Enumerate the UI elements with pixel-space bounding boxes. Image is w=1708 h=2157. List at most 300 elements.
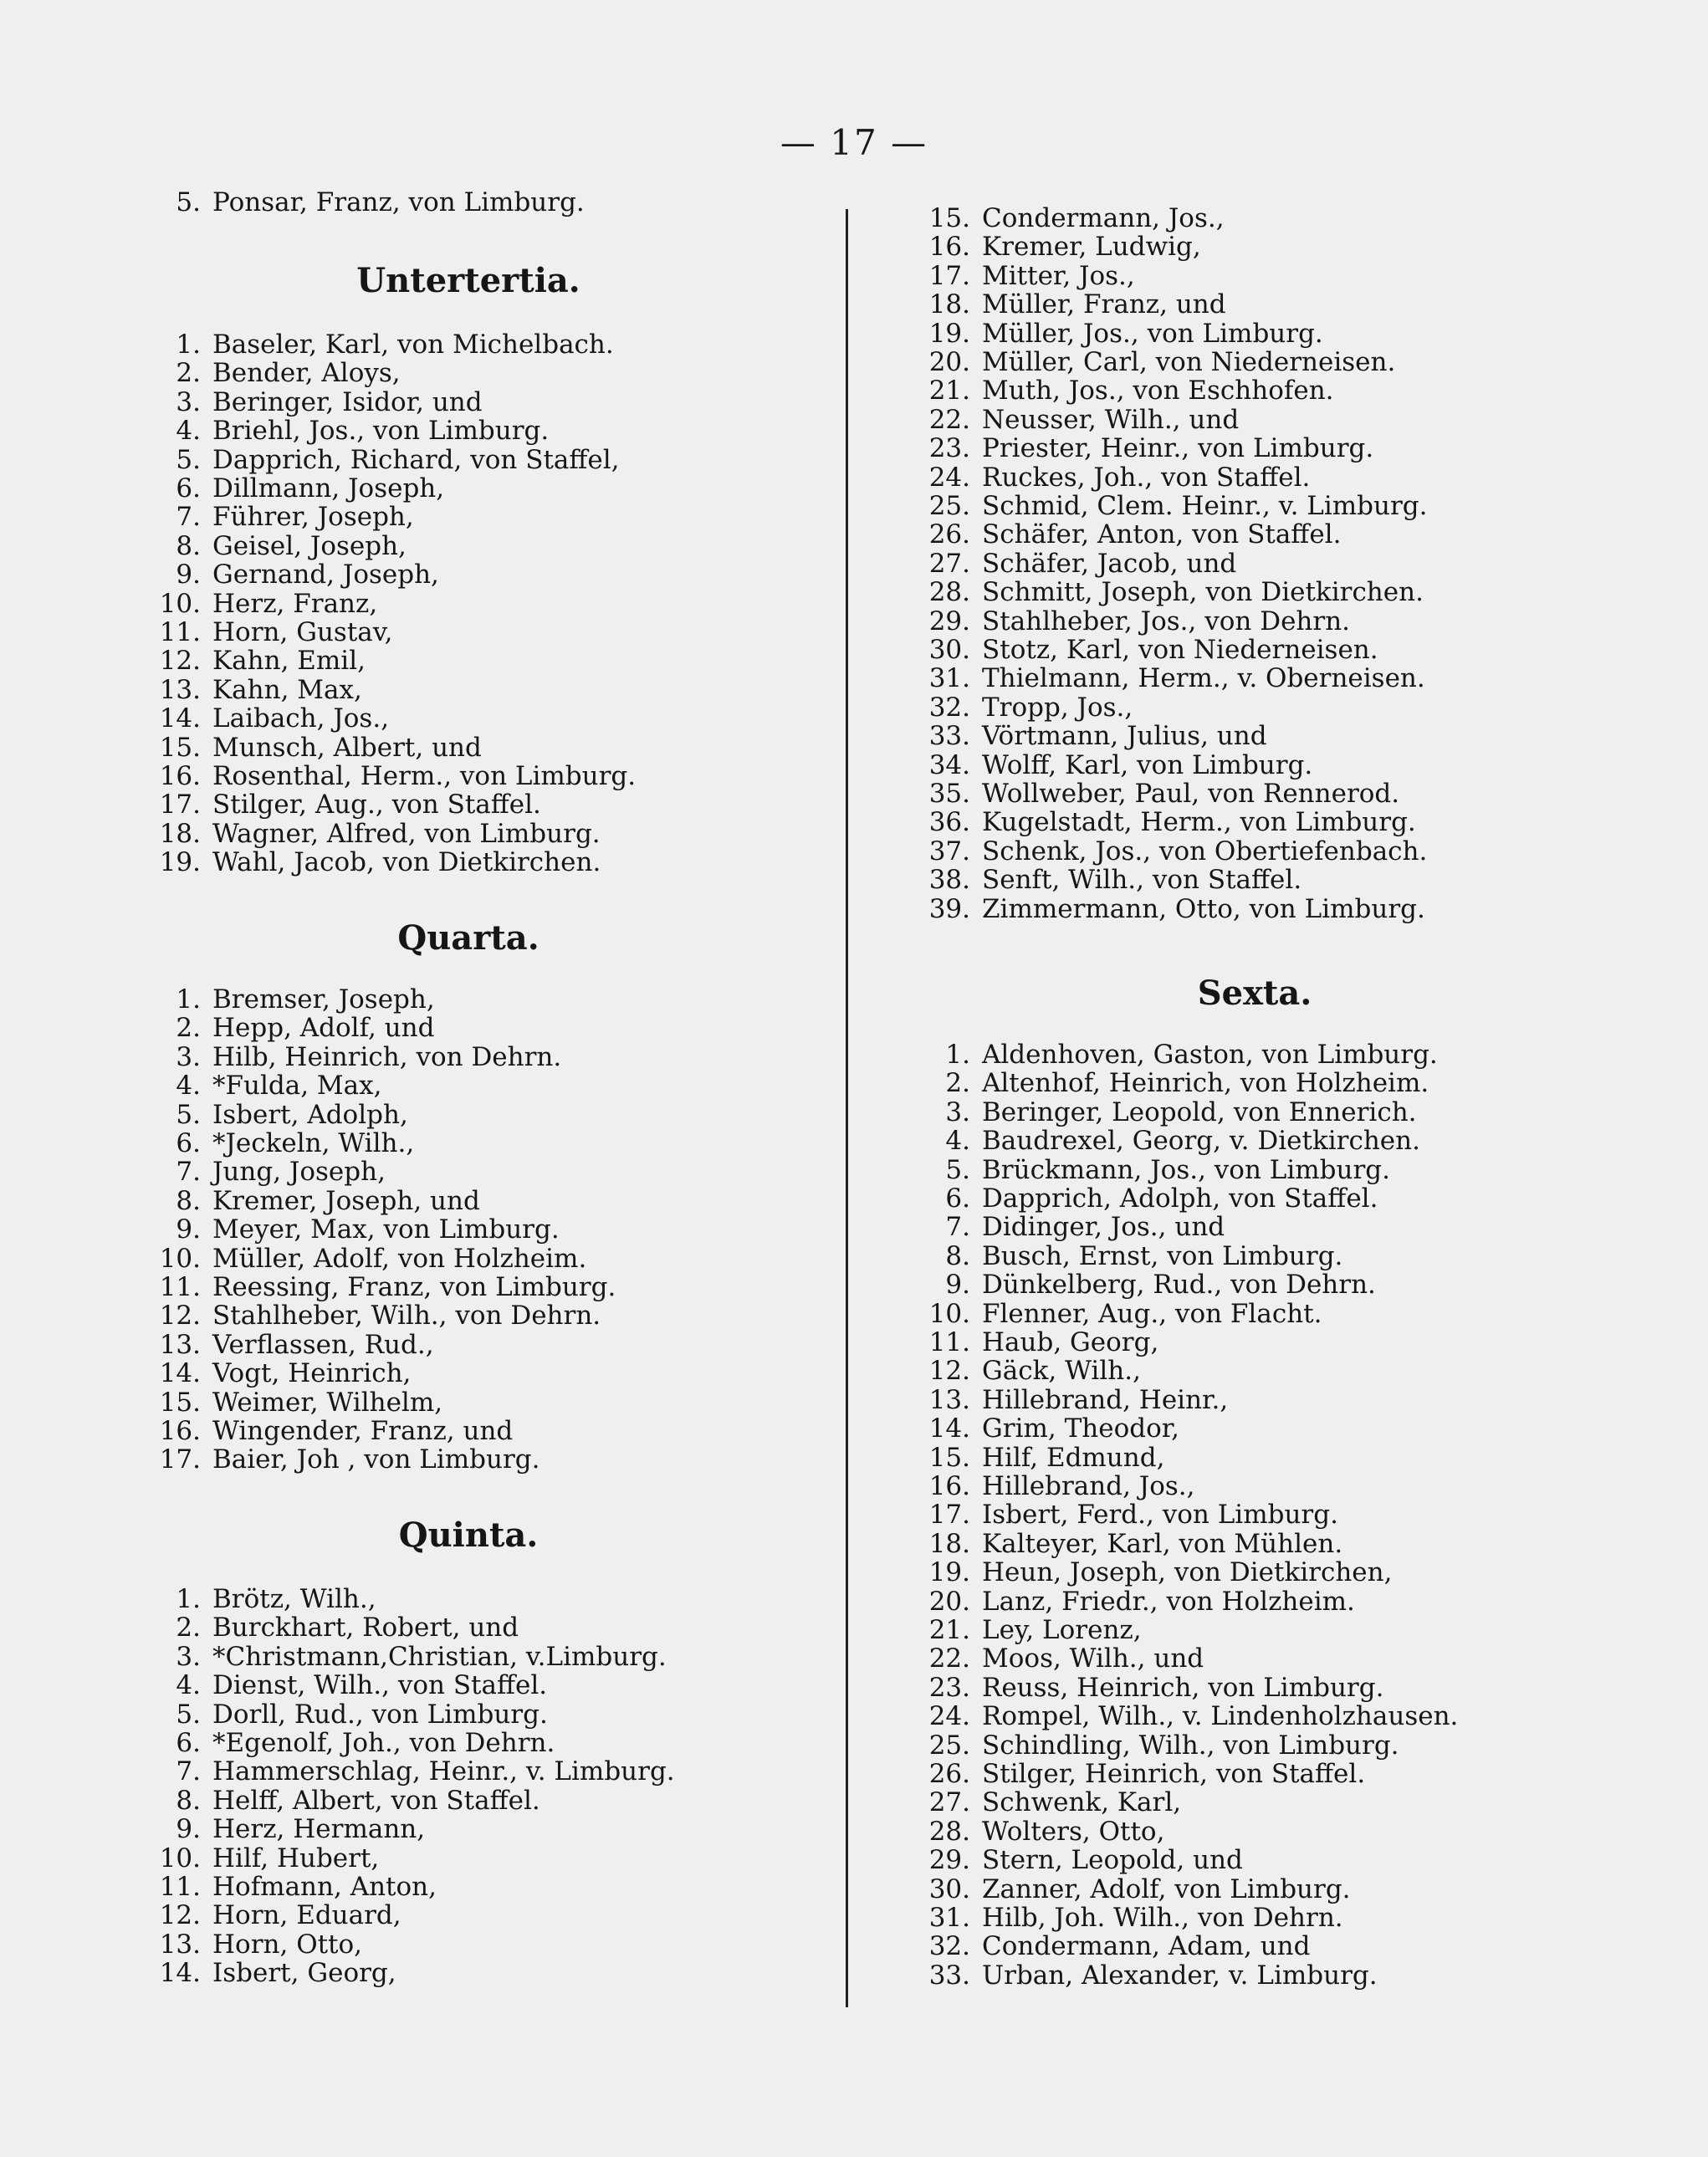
item-number: 13. <box>159 1329 201 1360</box>
item-number: 14. <box>928 1413 970 1444</box>
item-number: 31. <box>928 1903 970 1933</box>
item-text: Kalteyer, Karl, von Mühlen. <box>982 1528 1343 1559</box>
list-item <box>142 1757 675 1786</box>
item-text: Neusser, Wilh., und <box>982 404 1240 435</box>
list-item <box>142 446 620 474</box>
item-number: 10. <box>159 1243 201 1274</box>
item-text: Reuss, Heinrich, von Limburg. <box>982 1672 1384 1703</box>
item-text: Schwenk, Karl, <box>982 1787 1182 1818</box>
item-number: 14. <box>159 1358 201 1389</box>
list-item <box>142 1700 548 1729</box>
item-number: 11. <box>159 1272 201 1302</box>
item-text: Helff, Albert, von Staffel. <box>212 1785 540 1816</box>
list-item <box>912 1270 1376 1299</box>
list-item <box>912 1414 1179 1443</box>
item-text: Rosenthal, Herm., von Limburg. <box>212 761 637 791</box>
item-number: 8. <box>945 1240 970 1271</box>
heading-sexta: Sexta. <box>1197 974 1312 1013</box>
item-text: Dorll, Rud., von Limburg. <box>212 1699 548 1730</box>
list-item <box>142 1844 379 1873</box>
item-number: 7. <box>945 1212 970 1243</box>
list-item <box>142 647 366 675</box>
list-item <box>912 578 1424 606</box>
item-text: Ruckes, Joh., von Staffel. <box>982 462 1311 493</box>
item-text: Kremer, Ludwig, <box>982 232 1201 263</box>
item-text: Hillebrand, Jos., <box>982 1471 1195 1501</box>
list-item <box>912 664 1425 693</box>
list-item <box>142 1071 381 1100</box>
list-item <box>912 751 1312 779</box>
item-number: 28. <box>928 1816 970 1847</box>
list-item <box>142 388 483 417</box>
list-item <box>142 1613 519 1642</box>
item-text: Baudrexel, Georg, v. Dietkirchen. <box>982 1126 1420 1157</box>
item-text: Müller, Carl, von Niederneisen. <box>982 347 1396 377</box>
item-text: Kahn, Emil, <box>212 646 366 677</box>
list-item <box>912 1760 1365 1788</box>
item-number: 6. <box>176 473 201 503</box>
list-item <box>912 1127 1420 1155</box>
list-item <box>912 1472 1195 1500</box>
heading-untertertia: Untertertia. <box>356 261 580 300</box>
list-item <box>142 1301 601 1330</box>
item-number: 2. <box>176 358 201 389</box>
item-text: Isbert, Georg, <box>212 1958 396 1989</box>
item-number: 7. <box>176 1157 201 1188</box>
list-item <box>142 330 614 359</box>
list-item <box>142 1359 411 1388</box>
item-text: Horn, Otto, <box>212 1929 363 1960</box>
item-text: Beringer, Isidor, und <box>212 386 483 417</box>
item-number: 27. <box>928 1787 970 1818</box>
list-item <box>912 722 1267 750</box>
item-text: Altenhof, Heinrich, von Holzheim. <box>982 1068 1429 1099</box>
item-number: 35. <box>928 779 970 809</box>
item-number: 12. <box>159 1900 201 1931</box>
item-text: Meyer, Max, von Limburg. <box>212 1214 560 1245</box>
item-number: 9. <box>945 1270 970 1301</box>
item-text: Dapprich, Adolph, von Staffel. <box>982 1183 1378 1214</box>
item-number: 13. <box>159 674 201 705</box>
list-item <box>912 1530 1342 1558</box>
item-text: Kahn, Max, <box>212 674 362 705</box>
list-item <box>142 676 362 704</box>
list-item <box>912 492 1428 520</box>
list-item <box>142 560 439 589</box>
item-number: 23. <box>928 1672 970 1703</box>
list-item <box>912 1069 1429 1097</box>
item-text: Schindling, Wilh., von Limburg. <box>982 1730 1399 1761</box>
item-text: Moos, Wilh., und <box>982 1643 1204 1674</box>
list-item <box>912 1558 1392 1587</box>
item-text: Burckhart, Robert, und <box>212 1613 519 1643</box>
item-number: 8. <box>176 1785 201 1816</box>
list-item <box>142 1901 401 1930</box>
item-number: 4. <box>176 1071 201 1102</box>
item-number: 21. <box>928 1615 970 1645</box>
item-number: 5. <box>176 1699 201 1730</box>
list-item <box>912 319 1323 348</box>
item-number: 2. <box>945 1068 970 1099</box>
list-item <box>912 1444 1164 1472</box>
list-item <box>142 1388 442 1417</box>
list-item <box>142 762 636 790</box>
item-text: Brötz, Wilh., <box>212 1584 376 1614</box>
item-text: Müller, Franz, und <box>982 289 1226 320</box>
item-number: 16. <box>159 1416 201 1446</box>
item-text: *Fulda, Max, <box>212 1071 382 1102</box>
list-item <box>912 1875 1351 1904</box>
item-number: 22. <box>928 1643 970 1674</box>
item-text: Gernand, Joseph, <box>212 560 439 590</box>
item-text: Schmitt, Joseph, von Dietkirchen. <box>982 577 1424 608</box>
item-number: 3. <box>176 1641 201 1672</box>
item-text: Horn, Gustav, <box>212 617 393 647</box>
item-number: 17. <box>928 1500 970 1531</box>
list-item <box>142 1273 616 1301</box>
list-item <box>912 1328 1158 1357</box>
list-item <box>142 1215 560 1244</box>
list-item <box>142 1930 362 1959</box>
item-text: Horn, Eduard, <box>212 1900 401 1931</box>
item-text: Verflassen, Rud., <box>212 1329 434 1360</box>
item-text: Kremer, Joseph, und <box>212 1185 480 1216</box>
item-number: 17. <box>159 1444 201 1475</box>
item-text: Stahlheber, Wilh., von Dehrn. <box>212 1301 601 1332</box>
list-item <box>142 1014 434 1042</box>
column-divider <box>846 209 848 2007</box>
item-text: Weimer, Wilhelm, <box>212 1387 443 1418</box>
item-number: 3. <box>176 386 201 417</box>
list-item <box>912 549 1236 578</box>
item-number: 15. <box>159 1387 201 1418</box>
list-item <box>142 1331 434 1359</box>
item-text: Thielmann, Herm., v. Oberneisen. <box>982 663 1425 694</box>
item-text: Schmid, Clem. Heinr., v. Limburg. <box>982 491 1428 521</box>
item-text: Wolters, Otto, <box>982 1816 1165 1847</box>
item-text: Ponsar, Franz, von Limburg. <box>212 187 585 217</box>
item-number: 25. <box>928 1730 970 1761</box>
item-text: *Egenolf, Joh., von Dehrn. <box>212 1728 555 1758</box>
item-text: Jung, Joseph, <box>212 1157 386 1188</box>
item-text: Aldenhoven, Gaston, von Limburg. <box>982 1040 1438 1070</box>
item-number: 29. <box>928 606 970 636</box>
item-number: 36. <box>928 807 970 838</box>
list-item <box>912 520 1341 549</box>
item-text: Hilf, Hubert, <box>212 1843 380 1873</box>
item-number: 7. <box>176 1756 201 1787</box>
list-item <box>912 837 1427 866</box>
list-item <box>142 790 541 819</box>
list-item <box>142 1129 414 1158</box>
item-text: Urban, Alexander, v. Limburg. <box>982 1960 1378 1991</box>
item-text: Stotz, Karl, von Niederneisen. <box>982 635 1378 665</box>
list-item <box>142 590 377 618</box>
item-text: Senft, Wilh., von Staffel. <box>982 865 1302 896</box>
list-item <box>912 1846 1243 1874</box>
list-item <box>142 359 401 387</box>
list-item <box>912 1040 1438 1069</box>
item-text: Schenk, Jos., von Obertiefenbach. <box>982 836 1428 866</box>
item-number: 23. <box>928 433 970 464</box>
item-number: 22. <box>928 404 970 435</box>
item-number: 3. <box>945 1096 970 1127</box>
item-text: Hillebrand, Heinr., <box>982 1384 1229 1415</box>
item-number: 6. <box>176 1728 201 1758</box>
item-text: Priester, Heinr., von Limburg. <box>982 433 1374 464</box>
item-number: 9. <box>176 1814 201 1845</box>
item-number: 18. <box>928 289 970 320</box>
item-number: 14. <box>159 1958 201 1989</box>
list-item <box>912 1156 1390 1184</box>
item-text: Muth, Jos., von Eschhofen. <box>982 376 1334 406</box>
list-item <box>912 348 1395 376</box>
item-number: 10. <box>159 588 201 619</box>
item-number: 21. <box>928 376 970 406</box>
item-number: 24. <box>928 1701 970 1732</box>
item-number: 39. <box>928 893 970 924</box>
item-number: 12. <box>159 1301 201 1332</box>
item-number: 6. <box>176 1128 201 1158</box>
item-text: Reessing, Franz, von Limburg. <box>212 1272 616 1302</box>
list-item <box>912 1788 1181 1817</box>
item-text: *Christmann,Christian, v.Limburg. <box>212 1641 667 1672</box>
item-number: 33. <box>928 1960 970 1991</box>
item-text: Baseler, Karl, von Michelbach. <box>212 330 614 360</box>
list-item <box>142 1245 586 1273</box>
item-number: 26. <box>928 1759 970 1789</box>
item-text: Herz, Hermann, <box>212 1814 426 1845</box>
item-number: 38. <box>928 865 970 896</box>
item-number: 5. <box>176 444 201 475</box>
item-number: 26. <box>928 519 970 550</box>
item-number: 4. <box>945 1126 970 1157</box>
item-text: Munsch, Albert, und <box>212 732 482 763</box>
list-item <box>912 1357 1141 1385</box>
item-number: 11. <box>928 1327 970 1357</box>
item-number: 10. <box>159 1843 201 1873</box>
item-number: 30. <box>928 635 970 665</box>
item-text: Dillmann, Joseph, <box>212 473 445 503</box>
item-number: 37. <box>928 836 970 866</box>
list-item <box>912 895 1425 923</box>
list-item <box>912 434 1373 463</box>
item-number: 31. <box>928 663 970 694</box>
list-item <box>912 779 1399 808</box>
heading-quinta: Quinta. <box>398 1516 539 1555</box>
item-text: Heun, Joseph, von Dietkirchen, <box>982 1557 1393 1588</box>
list-item <box>912 1300 1322 1328</box>
item-number: 8. <box>176 1185 201 1216</box>
item-text: Rompel, Wilh., v. Lindenholzhausen. <box>982 1701 1459 1732</box>
list-item <box>912 1213 1225 1241</box>
item-number: 24. <box>928 462 970 493</box>
item-text: Zanner, Adolf, von Limburg. <box>982 1873 1351 1904</box>
item-number: 18. <box>928 1528 970 1559</box>
list-item <box>142 1643 667 1671</box>
item-text: Dapprich, Richard, von Staffel, <box>212 444 620 475</box>
item-number: 5. <box>945 1154 970 1185</box>
list-item <box>142 1158 386 1186</box>
list-item <box>912 1587 1355 1616</box>
list-item <box>912 1932 1310 1960</box>
list-item <box>912 1731 1399 1760</box>
item-text: Hilb, Joh. Wilh., von Dehrn. <box>982 1903 1343 1933</box>
list-item <box>912 1616 1142 1644</box>
list-item <box>142 1786 540 1815</box>
item-text: Wagner, Alfred, von Limburg. <box>212 818 601 849</box>
item-text: Tropp, Jos., <box>982 692 1133 723</box>
item-number: 30. <box>928 1873 970 1904</box>
item-number: 13. <box>159 1929 201 1960</box>
item-number: 1. <box>176 984 201 1015</box>
list-item <box>142 188 585 217</box>
list-item <box>912 636 1378 664</box>
item-text: Wollweber, Paul, von Rennerod. <box>982 779 1400 809</box>
list-item <box>142 1729 555 1757</box>
item-number: 12. <box>159 646 201 677</box>
list-item <box>142 1043 561 1071</box>
item-text: Hammerschlag, Heinr., v. Limburg. <box>212 1756 675 1787</box>
item-text: Isbert, Ferd., von Limburg. <box>982 1500 1338 1531</box>
item-number: 29. <box>928 1845 970 1876</box>
item-text: Mitter, Jos., <box>982 260 1135 291</box>
item-text: Baier, Joh , von Limburg. <box>212 1444 540 1475</box>
list-item <box>142 1671 547 1700</box>
item-number: 19. <box>928 318 970 349</box>
item-text: Herz, Franz, <box>212 588 378 619</box>
list-item <box>142 1959 396 1987</box>
list-item <box>142 1445 540 1474</box>
list-item <box>912 1242 1342 1270</box>
list-item <box>912 376 1334 405</box>
item-number: 27. <box>928 548 970 579</box>
list-item <box>142 733 482 762</box>
item-text: Hilb, Heinrich, von Dehrn. <box>212 1041 562 1072</box>
item-number: 4. <box>176 416 201 447</box>
item-text: Ley, Lorenz, <box>982 1615 1142 1645</box>
item-number: 20. <box>928 347 970 377</box>
item-number: 10. <box>928 1298 970 1329</box>
item-number: 19. <box>159 847 201 878</box>
item-number: 2. <box>176 1013 201 1044</box>
item-text: Beringer, Leopold, von Ennerich. <box>982 1096 1417 1127</box>
item-number: 1. <box>176 1584 201 1614</box>
item-number: 11. <box>159 617 201 647</box>
item-text: *Jeckeln, Wilh., <box>212 1128 415 1158</box>
list-item <box>912 1386 1228 1414</box>
item-number: 2. <box>176 1613 201 1643</box>
item-text: Geisel, Joseph, <box>212 530 407 561</box>
item-number: 13. <box>928 1384 970 1415</box>
item-text: Brückmann, Jos., von Limburg. <box>982 1154 1391 1185</box>
item-text: Schäfer, Jacob, und <box>982 548 1237 579</box>
item-number: 20. <box>928 1586 970 1617</box>
item-text: Zimmermann, Otto, von Limburg. <box>982 893 1425 924</box>
item-number: 15. <box>928 1442 970 1473</box>
list-item <box>142 1417 513 1445</box>
list-item <box>142 1101 408 1129</box>
item-text: Laibach, Jos., <box>212 703 390 734</box>
item-text: Wahl, Jacob, von Dietkirchen. <box>212 847 601 878</box>
item-text: Vörtmann, Julius, und <box>982 721 1267 752</box>
item-number: 12. <box>928 1356 970 1387</box>
item-text: Führer, Joseph, <box>212 502 414 533</box>
item-text: Vogt, Heinrich, <box>212 1358 412 1389</box>
list-item <box>142 474 444 503</box>
item-number: 18. <box>159 818 201 849</box>
item-number: 11. <box>159 1872 201 1902</box>
item-text: Gäck, Wilh., <box>982 1356 1141 1387</box>
list-item <box>142 417 549 445</box>
list-item <box>912 1702 1458 1730</box>
item-number: 6. <box>945 1183 970 1214</box>
item-text: Schäfer, Anton, von Staffel. <box>982 519 1342 550</box>
item-text: Lanz, Friedr., von Holzheim. <box>982 1586 1355 1617</box>
item-number: 9. <box>176 560 201 590</box>
item-number: 19. <box>928 1557 970 1588</box>
item-text: Stilger, Aug., von Staffel. <box>212 790 541 820</box>
item-text: Hilf, Edmund, <box>982 1442 1165 1473</box>
item-number: 16. <box>159 761 201 791</box>
list-item <box>142 704 389 733</box>
item-number: 4. <box>176 1670 201 1701</box>
item-number: 33. <box>928 721 970 752</box>
item-text: Kugelstadt, Herm., von Limburg. <box>982 807 1416 838</box>
list-item <box>912 233 1201 261</box>
list-item <box>912 262 1135 290</box>
list-item <box>912 866 1301 894</box>
list-item <box>912 808 1416 836</box>
item-text: Briehl, Jos., von Limburg. <box>212 416 550 447</box>
item-number: 5. <box>176 1099 201 1130</box>
item-number: 8. <box>176 530 201 561</box>
item-text: Stahlheber, Jos., von Dehrn. <box>982 606 1351 636</box>
item-text: Wingender, Franz, und <box>212 1416 514 1446</box>
item-number: 15. <box>159 732 201 763</box>
list-item <box>912 1098 1417 1127</box>
list-item <box>912 1961 1378 1990</box>
list-item <box>142 848 601 877</box>
item-number: 3. <box>176 1041 201 1072</box>
item-number: 25. <box>928 491 970 521</box>
list-item <box>142 1873 437 1901</box>
list-item <box>912 607 1350 636</box>
list-item <box>912 204 1225 233</box>
item-number: 28. <box>928 577 970 608</box>
item-text: Dünkelberg, Rud., von Dehrn. <box>982 1270 1376 1301</box>
item-number: 32. <box>928 1931 970 1962</box>
item-text: Flenner, Aug., von Flacht. <box>982 1298 1322 1329</box>
list-item <box>142 618 392 647</box>
list-item <box>912 1817 1164 1846</box>
list-item <box>142 503 414 531</box>
item-text: Condermann, Jos., <box>982 203 1225 233</box>
item-text: Condermann, Adam, und <box>982 1931 1311 1962</box>
item-text: Müller, Adolf, von Holzheim. <box>212 1243 587 1274</box>
list-item <box>142 985 435 1014</box>
item-text: Bremser, Joseph, <box>212 984 435 1015</box>
item-text: Busch, Ernst, von Limburg. <box>982 1240 1343 1271</box>
item-text: Dienst, Wilh., von Staffel. <box>212 1670 548 1701</box>
item-number: 14. <box>159 703 201 734</box>
item-number: 17. <box>159 790 201 820</box>
item-number: 32. <box>928 692 970 723</box>
list-item <box>912 406 1239 434</box>
list-item <box>912 1644 1204 1673</box>
list-item <box>912 1184 1378 1213</box>
item-number: 1. <box>176 330 201 360</box>
